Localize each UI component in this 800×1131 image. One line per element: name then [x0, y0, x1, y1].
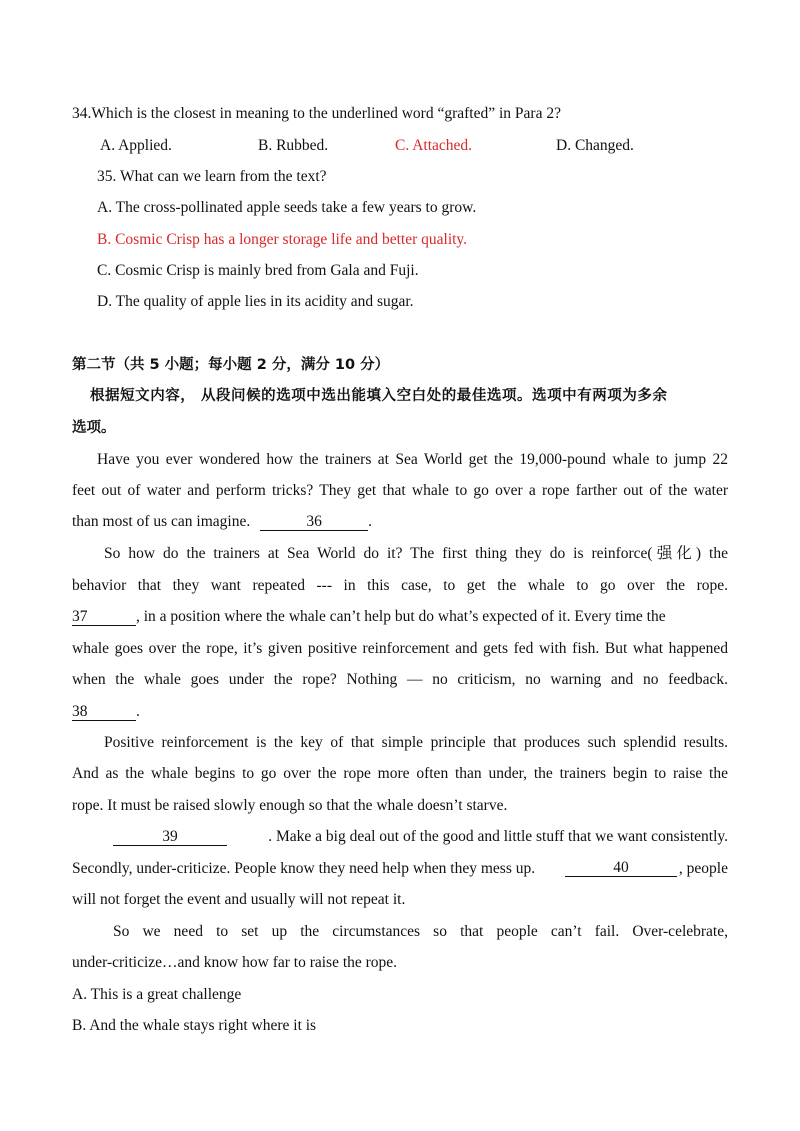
passage-p2-line5: when the whale goes under the rope? Nothing — no criticism, no warning and no feedback. [72, 671, 728, 688]
passage-p2-line6: 38 . [72, 703, 140, 720]
choice-a[interactable]: A. This is a great challenge [72, 986, 242, 1003]
q34-stem: 34.Which is the closest in meaning to the underlined word “grafted” in Para 2? [72, 105, 561, 122]
blank-39[interactable]: 39 [113, 828, 227, 846]
passage-p3-line3: rope. It must be raised slowly enough so that the whale doesn’t starve. [72, 797, 508, 814]
passage-p2-line2: behavior that they want repeated --- in this case, to get the whale to go over the rope. [72, 577, 728, 594]
passage-p4-line2-tail: , people [678, 860, 728, 877]
passage-p2-line1: So how do the trainers at Sea World do it? The first thing they do is reinforce(强化) the [104, 545, 728, 562]
passage-p1-line2: feet out of water and perform tricks? They get that whale to go over a rope farther out of the water [72, 482, 728, 499]
q34-option-b[interactable]: B. Rubbed. [258, 137, 329, 154]
passage-p4-line1-text: . Make a big deal out of the good and little stuff that we want consistently. [268, 828, 728, 845]
passage-p4-line2-text: Secondly, under-criticize. People know they need help when they mess up. [72, 860, 536, 877]
blank-37[interactable]: 37 [72, 608, 136, 626]
blank-36[interactable]: 36 [260, 513, 368, 531]
q35-option-d[interactable]: D. The quality of apple lies in its acidity and sugar. [97, 293, 414, 310]
section-instruction: 根据短文内容， 从段问候的选项中选出能填入空白处的最佳选项。选项中有两项为多余 [90, 388, 668, 404]
passage-p2-line4: whale goes over the rope, it’s given positive reinforcement and gets fed with fish. But what happened [72, 640, 728, 657]
passage-p4-line2 [72, 859, 728, 879]
passage-p4-line3: will not forget the event and usually will not repeat it. [72, 891, 406, 908]
passage-p2-line3 [72, 607, 728, 627]
passage-p4-line1 [113, 827, 728, 847]
passage-p5-line2: under-criticize…and know how far to raise the rope. [72, 954, 398, 971]
passage-p3-line1: Positive reinforcement is the key of that simple principle that produces such splendid results. [104, 734, 728, 751]
passage-p3-line2: And as the whale begins to go over the rope more often than under, the trainers begin to raise the [72, 765, 728, 782]
q34-option-c-answer[interactable]: C. Attached. [395, 137, 473, 154]
passage-p1-line3: than most of us can imagine. 36 . [72, 513, 372, 530]
q34-options [100, 136, 700, 156]
section-heading: 第二节（共 5 小题；每小题 2 分，满分 10 分） [72, 357, 390, 373]
q34-option-a[interactable]: A. Applied. [100, 137, 172, 154]
blank-40[interactable]: 40 [565, 859, 677, 877]
passage-p5-line1: So we need to set up the circumstances so that people can’t fail. Over-celebrate, [113, 923, 728, 940]
q35-option-b-answer[interactable]: B. Cosmic Crisp has a longer storage life and better quality. [97, 231, 468, 248]
q34-option-d[interactable]: D. Changed. [556, 137, 634, 154]
passage-p1-line3-text: than most of us can imagine. [72, 513, 251, 530]
q35-option-a[interactable]: A. The cross-pollinated apple seeds take a few years to grow. [97, 199, 477, 216]
q35-option-c[interactable]: C. Cosmic Crisp is mainly bred from Gala and Fuji. [97, 262, 419, 279]
choice-b[interactable]: B. And the whale stays right where it is [72, 1017, 317, 1034]
passage-p2-line3-text: , in a position where the whale can’t help but do what’s expected of it. Every time the [136, 608, 666, 625]
passage-p1-line1: Have you ever wondered how the trainers at Sea World get the 19,000-pound whale to jump 22 [97, 451, 728, 468]
blank-38[interactable]: 38 [72, 703, 136, 721]
section-instruction-cont: 选项。 [72, 420, 116, 436]
q35-stem: 35. What can we learn from the text? [97, 168, 327, 185]
